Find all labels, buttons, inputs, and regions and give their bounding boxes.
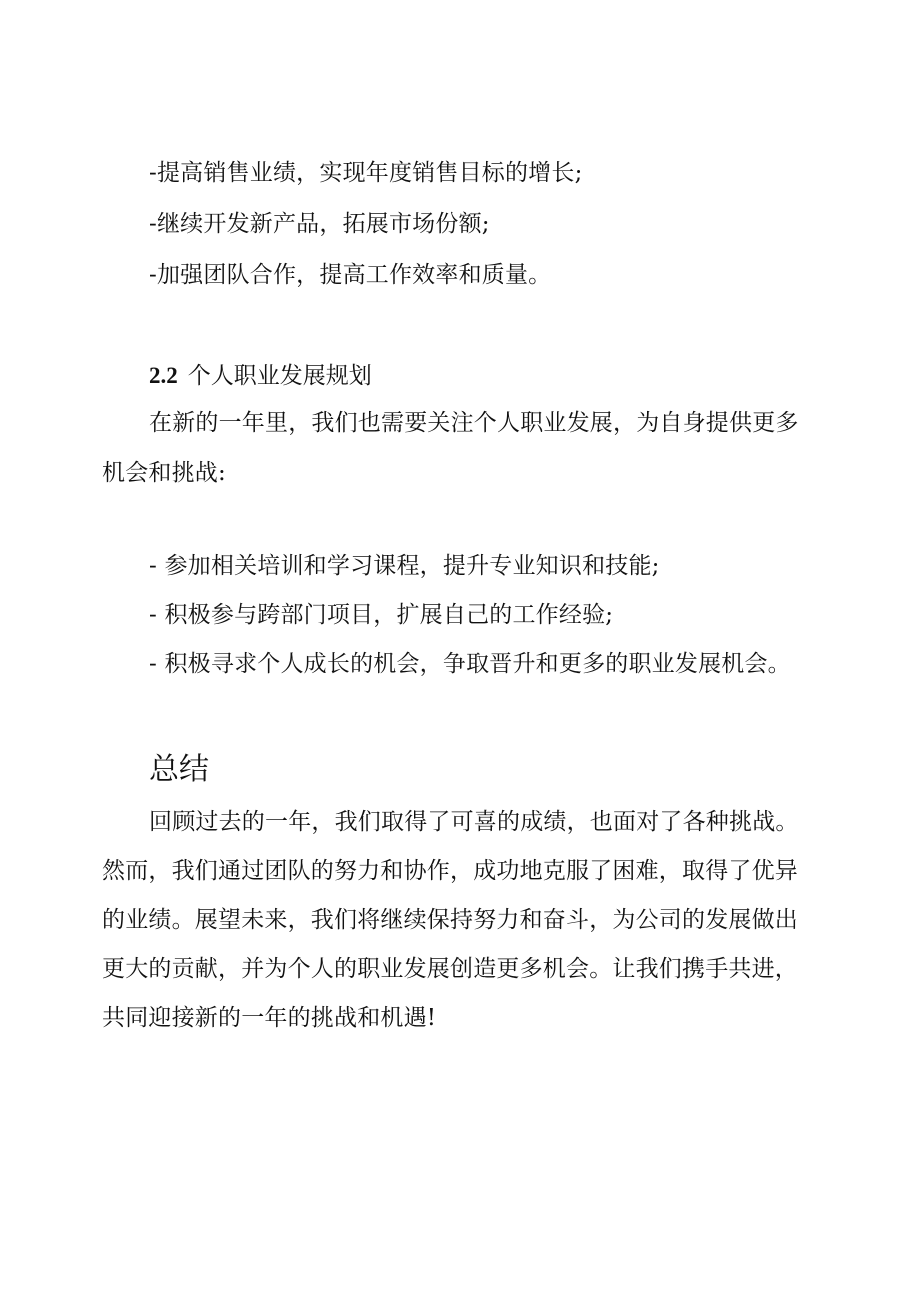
intro-line: 机会和挑战: [102, 460, 226, 486]
intro-line: 在新的一年里，我们也需要关注个人职业发展，为自身提供更多 [149, 410, 799, 436]
section-title: 个人职业发展规划 [187, 363, 372, 389]
summary-line: 更大的贡献，并为个人的职业发展创造更多机会。让我们携手共进， [102, 956, 798, 982]
goal-item: -加强团队合作，提高工作效率和质量。 [149, 262, 552, 288]
goal-item: -继续开发新产品，拓展市场份额; [149, 211, 490, 237]
section-heading [149, 361, 372, 391]
summary-heading: 总结 [149, 752, 209, 787]
plan-item: - 积极参与跨部门项目，扩展自己的工作经验; [149, 602, 614, 628]
goal-item: -提高销售业绩，实现年度销售目标的增长; [149, 160, 583, 186]
summary-line: 的业绩。展望未来，我们将继续保持努力和奋斗，为公司的发展做出 [102, 907, 798, 933]
plan-item: - 积极寻求个人成长的机会，争取晋升和更多的职业发展机会。 [149, 651, 791, 677]
summary-line: 然而，我们通过团队的努力和协作，成功地克服了困难，取得了优异 [102, 858, 798, 884]
summary-line: 共同迎接新的一年的挑战和机遇! [102, 1005, 437, 1031]
section-number: 2.2 [149, 363, 178, 388]
plan-item: - 参加相关培训和学习课程，提升专业知识和技能; [149, 553, 660, 579]
summary-line: 回顾过去的一年，我们取得了可喜的成绩，也面对了各种挑战。 [149, 809, 799, 835]
